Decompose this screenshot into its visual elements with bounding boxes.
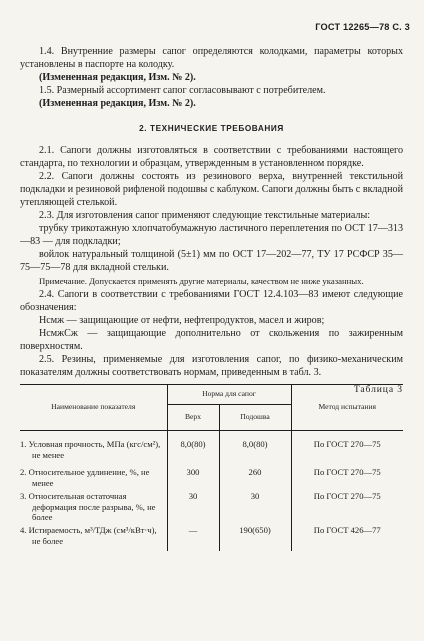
table-cell-name: 1. Условная прочность, МПа (кгс/см²), не менее <box>20 439 161 460</box>
table-cell-method: По ГОСТ 270—75 <box>291 431 403 468</box>
table-row <box>20 467 403 491</box>
revision-note: (Измененная редакция, Изм. № 2). <box>39 72 196 83</box>
table-header-name: Наименование показателя <box>20 385 167 431</box>
table-row <box>20 525 403 551</box>
table-row <box>20 431 403 468</box>
list-item-insole: войлок натуральный толщиной (5±1) мм по ОСТ 17—202—77, ТУ 17 РСФСР 35—75—75—78 для вкладной стельки. <box>20 249 403 273</box>
paragraph-2-1: 2.1. Сапоги должны изготовляться в соответствии с требованиями настоящего стандарта, по технологии и образцам, утвержденным в установленном порядке. <box>20 145 403 169</box>
paragraph-1-5: 1.5. Размерный ассортимент сапог согласовывают с потребителем. <box>39 85 326 96</box>
paragraph-2-4: 2.4. Сапоги в соответствии с требованиями ГОСТ 12.4.103—83 имеют следующие обозначения: <box>20 289 403 313</box>
revision-note: (Измененная редакция, Изм. № 2). <box>39 98 196 109</box>
document-body <box>20 45 403 399</box>
list-item-nsmzh: Нсмж — защищающие от нефти, нефтепродуктов, масел и жиров; <box>39 315 325 326</box>
table-row <box>20 491 403 525</box>
table-cell-sole: 30 <box>219 491 291 525</box>
table-cell-method: По ГОСТ 270—75 <box>291 467 403 491</box>
table-cell-name: 2. Относительное удлинение, %, не менее <box>20 467 150 488</box>
table-cell-sole: 260 <box>219 467 291 491</box>
table-cell-sole: 190(650) <box>219 525 291 551</box>
table-header-upper: Верх <box>167 405 219 431</box>
table-cell-sole: 8,0(80) <box>219 431 291 468</box>
requirements-table <box>20 385 403 551</box>
page-header: ГОСТ 12265—78 С. 3 <box>315 22 410 32</box>
table-header-sole: Подошва <box>219 405 291 431</box>
note: Примечание. Допускается применять другие материалы, качеством не ниже указанных. <box>39 276 364 286</box>
section-heading: 2. ТЕХНИЧЕСКИЕ ТРЕБОВАНИЯ <box>139 124 284 133</box>
table-cell-upper: 300 <box>167 467 219 491</box>
list-item-nsmzhszh: НсмжСж — защищающие дополнительно от скольжения по зажиренным поверхностям. <box>20 328 403 352</box>
paragraph-2-3: 2.3. Для изготовления сапог применяют следующие текстильные материалы: <box>39 210 371 221</box>
paragraph-1-4: 1.4. Внутренние размеры сапог определяются колодками, параметры которых установлены в паспорте на колодку. <box>20 46 403 70</box>
table-cell-method: По ГОСТ 270—75 <box>291 491 403 525</box>
table-cell-name: 3. Относительная остаточная деформация после разрыва, %, не более <box>20 491 156 523</box>
paragraph-2-2: 2.2. Сапоги должны состоять из резинового верха, внутренней текстильной подкладки и резиновой рифленой подошвы с каблуком. Сапоги должны быть с вкладной утепляющей стелькой. <box>20 171 403 208</box>
table-cell-name: 4. Истираемость, м³/ТДж (см³/кВт·ч), не более <box>20 525 157 546</box>
table-header-method: Метод испытания <box>291 385 403 431</box>
table-header-norm: Норма для сапог <box>167 385 291 405</box>
table-caption: Таблица 3 <box>353 384 403 395</box>
table-cell-upper: — <box>167 525 219 551</box>
paragraph-2-5: 2.5. Резины, применяемые для изготовления сапог, по физико-механическим показателям должны соответствовать нормам, приведенным в табл. 3. <box>20 354 403 378</box>
table-cell-upper: 30 <box>167 491 219 525</box>
table-cell-method: По ГОСТ 426—77 <box>291 525 403 551</box>
list-item-lining: трубку трикотажную хлопчатобумажную ластичного переплетения по ОСТ 17—313—83 — для подкладки; <box>20 223 403 247</box>
table-cell-upper: 8,0(80) <box>167 431 219 468</box>
